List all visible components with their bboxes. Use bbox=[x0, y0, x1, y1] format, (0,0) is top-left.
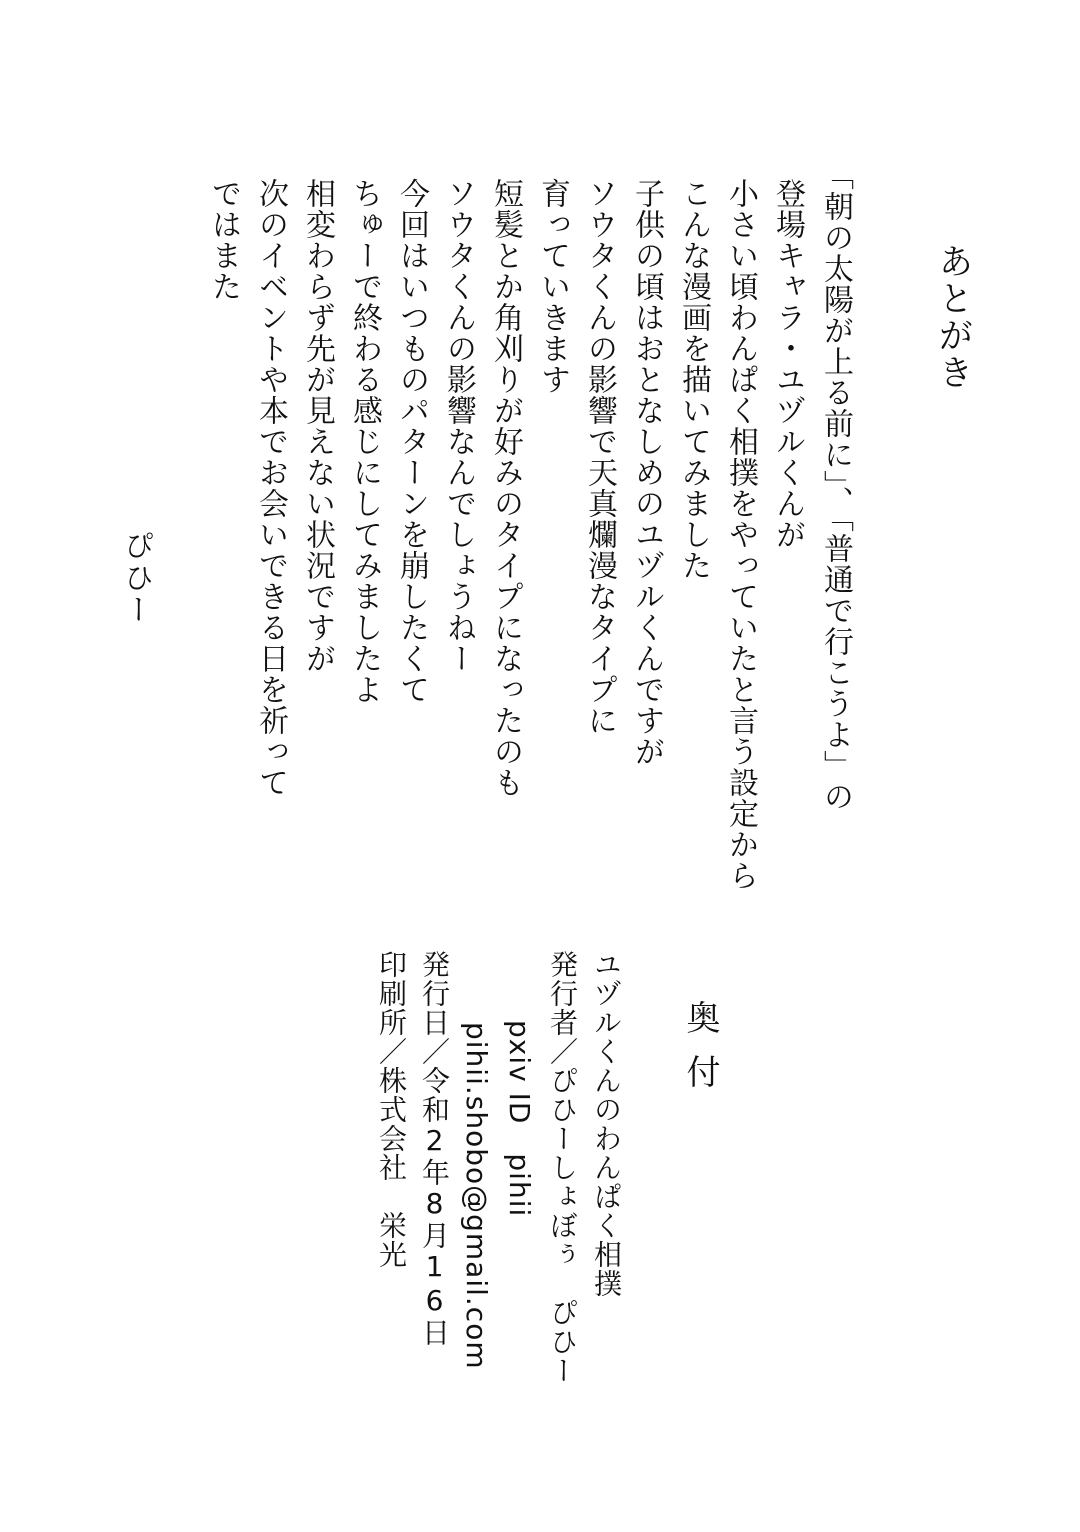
afterword-line-7: 育っていきます bbox=[535, 178, 570, 395]
afterword-line-14: ではまた bbox=[206, 178, 241, 302]
afterword-line-1: 「朝の太陽が上る前に」、「普通で行こうよ」の bbox=[818, 160, 853, 812]
afterword-line-2: 登場キャラ・ユヅルくんが bbox=[770, 178, 805, 550]
afterword-signature: ぴひー bbox=[118, 530, 153, 626]
afterword-line-11: ちゅーで終わる感じにしてみましたよ bbox=[347, 178, 382, 705]
colophon-pixiv-id: pxiv ID pihii bbox=[503, 1020, 536, 1218]
colophon-issue-date: 発行日／令和2年8月16日 bbox=[418, 950, 451, 1347]
afterword-line-3: 小さい頃わんぱく相撲をやっていたと言う設定から bbox=[723, 178, 758, 891]
afterword-line-9: ソウタくんの影響なんでしょうねー bbox=[441, 178, 476, 674]
afterword-line-10: 今回はいつものパターンを崩したくて bbox=[394, 178, 429, 705]
afterword-title: あとがき bbox=[933, 243, 973, 391]
afterword-line-4: こんな漫画を描いてみました bbox=[676, 178, 711, 581]
afterword-line-6: ソウタくんの影響で天真爛漫なタイプに bbox=[582, 178, 617, 736]
afterword-line-5: 子供の頃はおとなしめのユヅルくんですが bbox=[629, 178, 664, 767]
afterword-line-12: 相変わらず先が見えない状況ですが bbox=[300, 178, 335, 674]
colophon-email: pihii.shobo@gmail.com bbox=[460, 1022, 493, 1370]
colophon-book-title: ユヅルくんのわんぱく相撲 bbox=[590, 950, 623, 1298]
colophon-publisher: 発行者／ぴひーしょぼぅ ぴひー bbox=[546, 950, 579, 1385]
afterword-line-13: 次のイベントや本でお会いできる日を祈って bbox=[253, 178, 288, 798]
colophon-title: 奥付 bbox=[680, 1000, 720, 1108]
afterword-line-8: 短髪とか角刈りが好みのタイプになったのも bbox=[488, 178, 523, 798]
colophon-printer: 印刷所／株式会社 栄光 bbox=[375, 950, 408, 1269]
